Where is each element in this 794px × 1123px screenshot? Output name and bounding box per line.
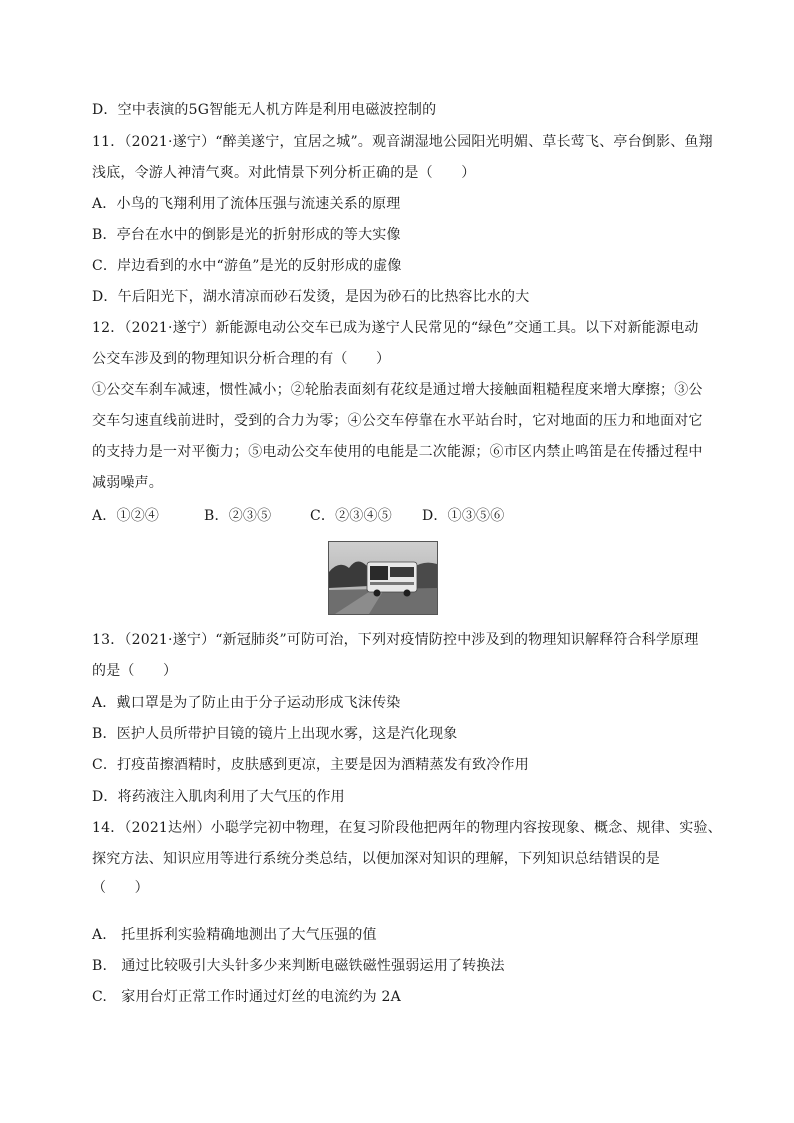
q14-stem-line1: 14．（2021达州）小聪学完初中物理，在复习阶段他把两年的物理内容按现象、概念、规律、实验、 bbox=[92, 820, 722, 836]
q11-stem-line1: 11．（2021·遂宁）“醉美遂宁，宜居之城”。观音湖湿地公园阳光明媚、草长莺飞、亭台倒影、鱼翔 bbox=[92, 134, 713, 150]
bus-photo-illustration bbox=[329, 542, 437, 614]
q14-option-b: B. 通过比较吸引大头针多少来判断电磁铁磁性强弱运用了转换法 bbox=[92, 958, 505, 974]
q11-option-d: D．午后阳光下，湖水清凉而砂石发烫，是因为砂石的比热容比水的大 bbox=[92, 289, 530, 305]
q12-option-a: A．①②④ bbox=[92, 508, 160, 524]
q12-body-line2: 交车匀速直线前进时，受到的合力为零；④公交车停靠在水平站台时，它对地面的压力和地面对它 bbox=[92, 413, 703, 429]
bus-photo bbox=[328, 541, 438, 615]
q14-option-c: C. 家用台灯正常工作时通过灯丝的电流约为 2A bbox=[92, 989, 401, 1005]
q12-stem-line1: 12．（2021·遂宁）新能源电动公交车已成为遂宁人民常见的“绿色”交通工具。以下对新能源电动 bbox=[92, 320, 699, 336]
q13-option-b: B．医护人员所带护目镜的镜片上出现水雾，这是汽化现象 bbox=[92, 726, 458, 742]
q14-stem-line2: 探究方法、知识应用等进行系统分类总结，以便加深对知识的理解，下列知识总结错误的是 bbox=[92, 851, 660, 867]
q10-option-d: D．空中表演的5G智能无人机方阵是利用电磁波控制的 bbox=[92, 102, 437, 118]
q12-stem-line2: 公交车涉及到的物理知识分析合理的有（ ） bbox=[92, 351, 391, 367]
q12-body-line4: 减弱噪声。 bbox=[92, 475, 163, 491]
q13-option-a: A．戴口罩是为了防止由于分子运动形成飞沫传染 bbox=[92, 695, 401, 711]
q13-option-c: C．打疫苗擦酒精时，皮肤感到更凉，主要是因为酒精蒸发有致冷作用 bbox=[92, 757, 529, 773]
q12-body-line1: ①公交车刹车减速，惯性减小；②轮胎表面刻有花纹是通过增大接触面粗糙程度来增大摩擦；③公 bbox=[92, 382, 703, 398]
q13-stem-line1: 13．（2021·遂宁）“新冠肺炎”可防可治，下列对疫情防控中涉及到的物理知识解释符合科学原理 bbox=[92, 632, 699, 648]
q12-option-d: D．①③⑤⑥ bbox=[422, 508, 505, 524]
q11-option-c: C．岸边看到的水中“游鱼”是光的反射形成的虚像 bbox=[92, 258, 402, 274]
q12-option-c: C．②③④⑤ bbox=[310, 508, 392, 524]
q12-body-line3: 的支持力是一对平衡力；⑤电动公交车使用的电能是二次能源；⑥市区内禁止鸣笛是在传播过程中 bbox=[92, 444, 703, 460]
q12-option-b: B．②③⑤ bbox=[204, 508, 272, 524]
q11-stem-line2: 浅底，令游人神清气爽。对此情景下列分析正确的是（ ） bbox=[92, 165, 476, 181]
q14-stem-line3: （ ） bbox=[92, 880, 149, 896]
q14-option-a: A. 托里拆利实验精确地测出了大气压强的值 bbox=[92, 927, 377, 943]
q13-option-d: D．将药液注入肌肉利用了大气压的作用 bbox=[92, 789, 345, 805]
q13-stem-line2: 的是（ ） bbox=[92, 663, 178, 679]
q11-option-a: A．小鸟的飞翔利用了流体压强与流速关系的原理 bbox=[92, 196, 401, 212]
q11-option-b: B．亭台在水中的倒影是光的折射形成的等大实像 bbox=[92, 227, 401, 243]
